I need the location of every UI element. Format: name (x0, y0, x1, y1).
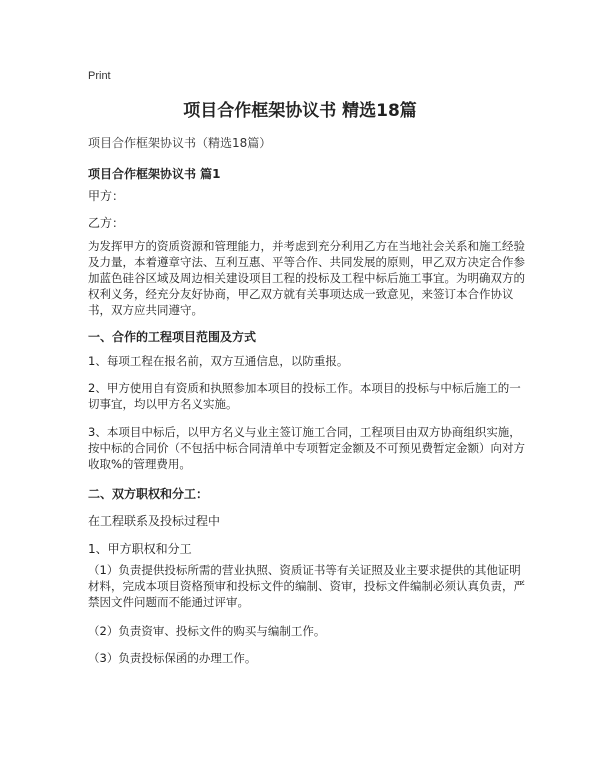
print-label[interactable]: Print (88, 70, 111, 82)
section-2-item: （3）负责投标保函的办理工作。 (88, 651, 257, 665)
section-2-item: （1）负责提供投标所需的营业执照、资质证书等有关证照及业主要求提供的其他证明材料，完成本项目资格预审和投标文件的编制、资审，投标文件编制必须认真负责，严禁因文件问题而不能通过评审。 (88, 563, 525, 609)
article-heading: 项目合作框架协议书 篇1 (88, 167, 221, 181)
page-title: 项目合作框架协议书 精选18篇 (183, 101, 417, 121)
section-1-item: 1、每项工程在报名前，双方互通信息，以防重报。 (88, 354, 349, 368)
section-2-subheading: 在工程联系及投标过程中 (88, 514, 221, 528)
section-2-item: （2）负责资审、投标文件的购买与编制工作。 (88, 624, 326, 638)
section-2-subitem: 1、甲方职权和分工 (88, 542, 192, 556)
section-1-item: 3、本项目中标后，以甲方名义与业主签订施工合同，工程项目由双方协商组织实施，按中标的合同价（不包括中标合同清单中专项暂定金额及不可预见费暂定金额）向对方收取%的管理费用。 (88, 425, 525, 471)
section-2-heading: 二、双方职权和分工： (88, 487, 209, 501)
section-1-item: 2、甲方使用自有资质和执照参加本项目的投标工作。本项目的投标与中标后施工的一切事宜，均以甲方名义实施。 (88, 381, 521, 411)
intro-paragraph: 为发挥甲方的资质资源和管理能力，并考虑到充分利用乙方在当地社会关系和施工经验及力量，本着遵章守法、互利互惠、平等合作、共同发展的原则，甲乙双方决定合作参加蓝色硅谷区域及周边相关建设项目工程的投标及工程中标后施工事宜。为明确双方的权利义务，经充分友好协商，甲乙双方就有关事项达成一致意见，来签订本合作协议书，双方应共同遵守。 (88, 239, 525, 317)
party-b-line: 乙方： (88, 216, 125, 230)
document-subtitle: 项目合作框架协议书（精选18篇） (88, 136, 272, 150)
section-1-heading: 一、合作的工程项目范围及方式 (88, 330, 257, 344)
party-a-line: 甲方： (88, 189, 125, 203)
